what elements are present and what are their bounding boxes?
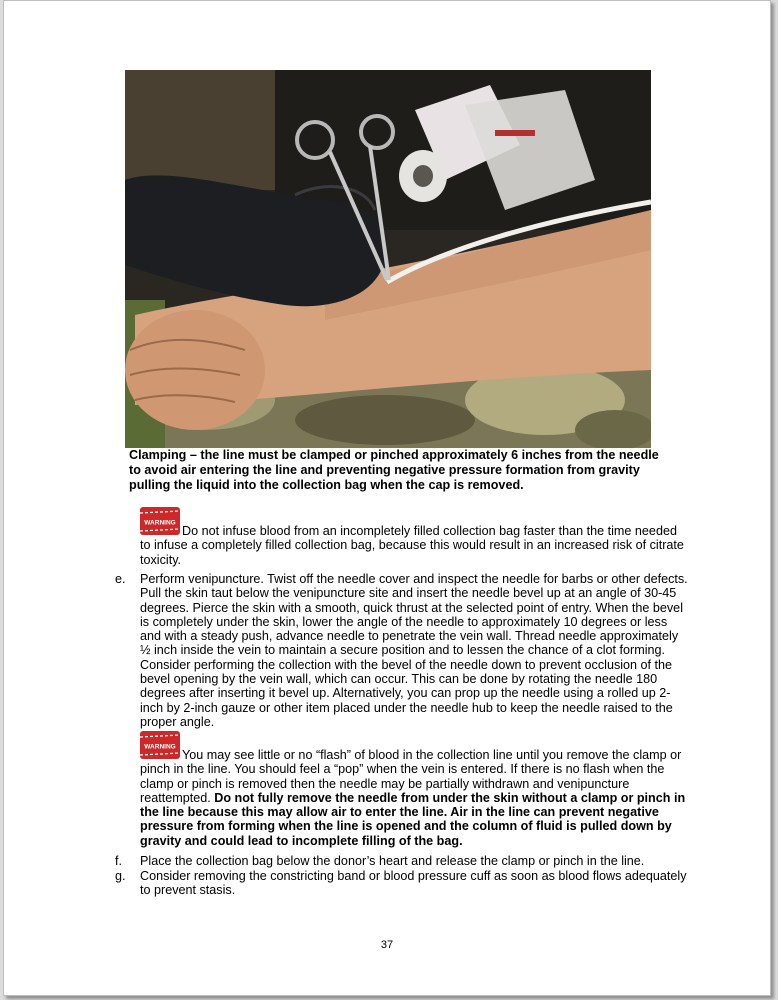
list-item-e [115,572,690,729]
warning-text-2: You may see little or no “flash” of blood in the collection line until you remove the clamp or pinch in the line. You should feel a “pop” when the vein is entered. If there is no flash when the clamp or pinch is removed then the needle may be partially withdrawn and venipuncture reattempted. [140,748,682,805]
figure-caption: Clamping – the line must be clamped or pinched approximately 6 inches from the needle to avoid air entering the line and preventing negative pressure formation from gravity pulling the liquid into the collection bag when the cap is removed. [129,448,659,492]
warning-icon-label: WARNING [144,743,176,751]
warning-icon [140,729,180,761]
list-marker: f. [115,854,122,868]
list-item-text: Place the collection bag below the donor’s heart and release the clamp or pinch in the line. [140,854,645,868]
list-item-text: Consider removing the constricting band or blood pressure cuff as soon as blood flows adequately to prevent stasis. [140,869,687,898]
page-number: 37 [380,939,394,951]
warning-paragraph-1 [140,505,688,567]
list-item-g [115,869,690,898]
warning-icon [140,505,180,537]
list-item-f [115,854,690,868]
list-item-text: Perform venipuncture. Twist off the needle cover and inspect the needle for barbs or other defects. Pull the skin taut below the venipuncture site and insert the needle bevel up at an angle of 30-45 degrees. Pierce the skin with a smooth, quick thrust at the selected point of entry. When the bevel is completely under the skin, lower the angle of the needle to approximately 10 degrees or less and with a steady push, advance needle to penetrate the vein wall. Thread needle approximately ½ inch inside the vein to maintain a secure position and to lessen the chance of a clot forming. Consider performing the collection with the bevel of the needle down to prevent occlusion of the bevel opening by the vein wall, which can occur. This can be done by rotating the needle 180 degrees after inserting it bevel up. Alternatively, you can prop up the needle using a rolled up 2-inch by 2-inch gauze or other item placed under the needle hub to keep the needle raised to the proper angle. [140,572,688,729]
clamping-photo [125,70,651,448]
warning-text-1: Do not infuse blood from an incompletely filled collection bag faster than the time needed to infuse a completely filled collection bag, because this would result in an increased risk of citrate toxicity. [140,524,684,567]
warning-paragraph-2 [140,729,688,848]
warning-text-2-bold: Do not fully remove the needle from under the skin without a clamp or pinch in the line because this may allow air to enter the line. Air in the line can prevent negative pressure from forming when the line is opened and the column of fluid is pulled down by gravity and could lead to incomplete filling of the bag. [140,790,686,848]
document-page [3,0,771,996]
list-marker: e. [115,572,126,586]
list-marker: g. [115,869,126,883]
warning-icon-label: WARNING [144,519,176,527]
